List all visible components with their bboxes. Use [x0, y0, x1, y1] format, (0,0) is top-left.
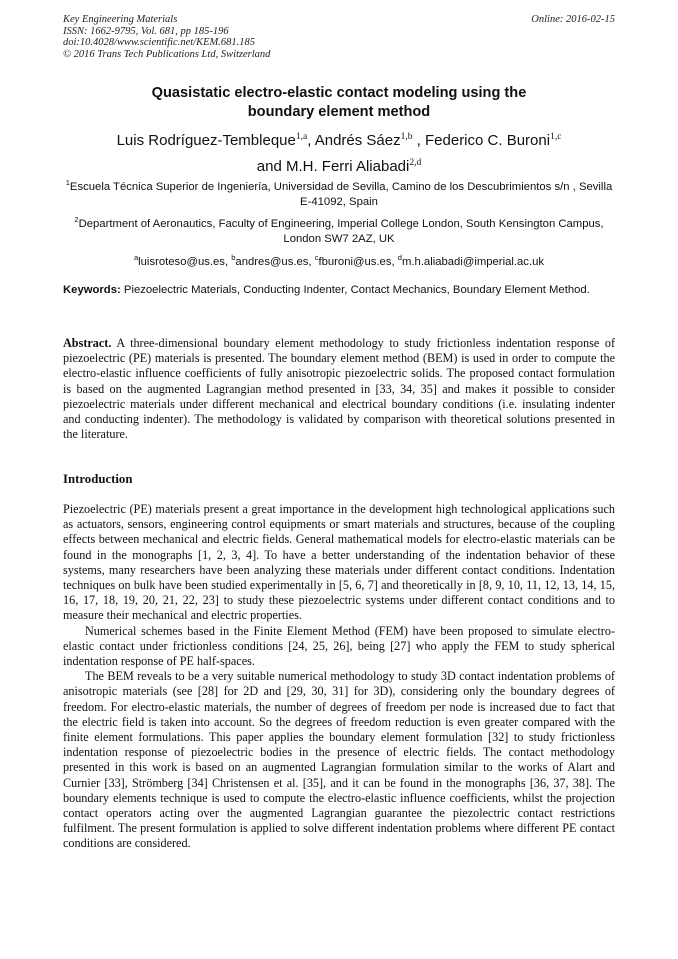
author-name: M.H. Ferri Aliabadi	[285, 158, 410, 175]
title-line-2: boundary element method	[247, 104, 431, 120]
email-mark: b	[231, 253, 236, 262]
email-link[interactable]: luisroteso@us.es,	[138, 255, 229, 268]
email-link[interactable]: m.h.aliabadi@imperial.ac.uk	[401, 255, 545, 268]
journal-header	[63, 14, 270, 60]
copyright-line: © 2016 Trans Tech Publications Ltd, Switzerland	[63, 48, 271, 60]
author-affil-mark: 1,b	[400, 132, 413, 142]
author-line-1: Luis Rodríguez-Tembleque$^{1,a}$, Andrés Sáez$^{1,b}$ , Federico C. Buroni$^{1,c}$	[116, 132, 562, 149]
email-mark: c	[314, 253, 319, 262]
affiliation-mark: 2	[74, 215, 79, 224]
paragraph: Numerical schemes based in the Finite Element Method (FEM) have been proposed to simulate electro-elastic contact under frictionless conditions [24, 25, 26], being [27] who apply the FEM to study spherical indentation response of PE half-spaces.	[63, 623, 615, 669]
issn-line: ISSN: 1662-9795, Vol. 681, pp 185-196	[63, 25, 229, 37]
author-conjunction: and	[256, 158, 282, 175]
email-line	[63, 250, 615, 270]
section-heading: Introduction	[63, 472, 133, 486]
author-list	[60, 126, 618, 178]
paragraph: The BEM reveals to be a very suitable numerical methodology to study 3D contact indentation problems of anisotropic materials (see [28] for 2D and [29, 30, 31] for 3D), considering only the boundary degrees of freedom. For electro-elastic materials, the number of degrees of freedom per node is increased due to fact that the electric field is taken into account. So the degrees of freedom reduction is even greater compared with the finite element formulations. This paper applies the boundary element formulation [32] to study frictionless indentation response of piezoelectric bodies in the presence of electric fields. The contact methodology presented in this work is based on an augmented Lagrangian formulation similar to the works of Alart and Curnier [33], Strömberg [34] Christensen et al. [35], and it can be found in the monographs [36, 37, 38]. The boundary elements technique is used to compute the electro-elastic influence coefficients, whilst the projection contact operators acting over the augmented Lagrangian guarantee the piezolectric contact restrictions fulfilment. The present formulation is applied to solve different indentation problems where different PE contact conditions are considered.	[63, 669, 615, 851]
email-mark: d	[397, 253, 402, 262]
author-name: Federico C. Buroni	[425, 132, 551, 149]
affiliation-text: Department of Aeronautics, Faculty of Engineering, Imperial College London, South Kensington Campus, London SW7 2AZ, UK	[78, 217, 604, 245]
paragraph: Piezoelectric (PE) materials present a great importance in the development high technological applications such as actuators, sensors, engineering control equipments or smart materials and structures, because of the coupling effects between mechanical and electric fields. General mathematical models for electro-elastic materials can be found in the monographs [1, 2, 3, 4]. To have a better understanding of the indentation behavior of these systems, many researchers have been analyzing these materials under different contact conditions. Indentation techniques on bulk have been studied experimentally in [5, 6, 7] and theoretically in [8, 9, 10, 11, 12, 13, 14, 15, 16, 17, 18, 19, 20, 21, 22, 23] to study these piezoelectric systems under different contact conditions and to measure their mechanical and electric properties.	[63, 502, 615, 623]
paper-title	[60, 84, 618, 122]
author-affil-mark: 1,c	[550, 132, 562, 142]
email-mark: a	[133, 253, 139, 262]
doi-line: doi:10.4028/www.scientific.net/KEM.681.185	[63, 37, 255, 48]
affiliation-mark: 1	[65, 178, 70, 187]
online-date: Online: 2016-02-15	[531, 14, 615, 25]
email-link[interactable]: fburoni@us.es,	[318, 255, 395, 268]
author-affil-mark: 2,d	[409, 158, 422, 168]
introduction-body	[63, 502, 615, 852]
keywords-text: Piezoelectric Materials, Conducting Indenter, Contact Mechanics, Boundary Element Method.	[123, 284, 590, 296]
affiliation-1	[63, 175, 615, 210]
abstract-text: A three-dimensional boundary element methodology to study frictionless indentation response of piezoelectric (PE) materials is presented. The boundary element method (BEM) is used in order to compute the electro-elastic influence coefficients of fully anisotropic piezoelectric solids. The proposed contact formulation is based on the augmented Lagrangian method presented in [33, 34, 35] and makes it possible to consider piezoelectric materials under different mechanical and electrical boundary conditions (i.e. insulating indenter and conducting indenter). The methodology is validated by comparison with theoretical solutions presented in the literature.	[63, 336, 616, 442]
abstract-block	[63, 336, 615, 442]
affiliation-text: Escuela Técnica Superior de Ingeniería, Universidad de Sevilla, Camino de los Descubrimientos s/n , Sevilla E-41092, Spain	[69, 180, 613, 208]
email-link[interactable]: andres@us.es,	[235, 255, 312, 268]
author-affil-mark: 1,a	[295, 132, 308, 142]
author-name: Andrés Sáez	[314, 132, 401, 149]
affiliation-2	[63, 212, 615, 247]
author-name: Luis Rodríguez-Tembleque	[116, 132, 296, 149]
abstract-label: Abstract.	[63, 336, 112, 350]
journal-name: Key Engineering Materials	[63, 14, 178, 25]
title-line-1: Quasistatic electro-elastic contact modeling using the	[151, 85, 527, 101]
keywords-label: Keywords:	[63, 284, 121, 296]
keywords-block	[63, 282, 615, 298]
